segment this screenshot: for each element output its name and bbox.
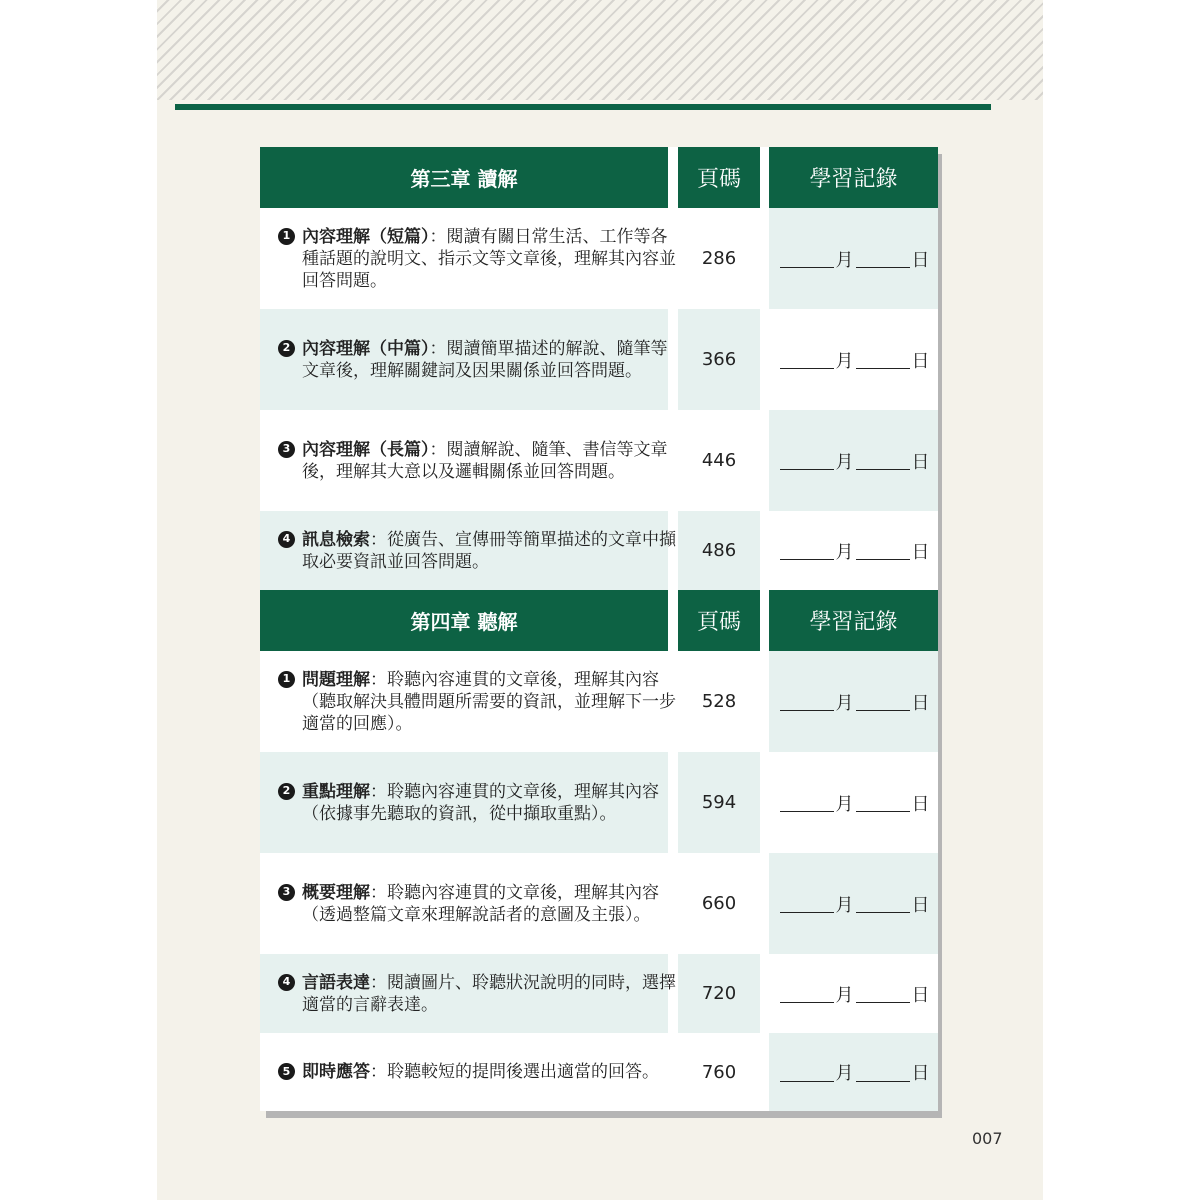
item-description: ：閱讀解說、隨筆、書信等文章後，理解其大意以及邏輯關係並回答問題。 [302, 439, 668, 482]
page-number-cell: 594 [678, 752, 760, 853]
page-column-header: 頁碼 [678, 147, 760, 208]
day-label: 日 [911, 451, 930, 473]
section-title: 第三章 讀解 [260, 147, 668, 208]
month-label: 月 [835, 894, 854, 916]
table-of-contents [260, 147, 938, 1111]
book-page [157, 0, 1043, 1200]
study-record-cell[interactable] [769, 651, 938, 752]
month-blank[interactable] [780, 451, 834, 470]
item-keyword: 訊息檢索 [302, 529, 370, 550]
hatched-header-band [157, 0, 1043, 100]
record-column-header: 學習記錄 [769, 590, 938, 651]
number-badge: 4 [278, 531, 295, 548]
table-row [260, 511, 938, 590]
item-keyword: 內容理解（短篇） [302, 226, 430, 247]
day-blank[interactable] [856, 793, 910, 812]
day-label: 日 [911, 692, 930, 714]
number-badge: 1 [278, 671, 295, 688]
page-number-cell: 446 [701, 450, 737, 471]
page-number-cell: 366 [678, 309, 760, 410]
item-description: ：閱讀有關日常生活、工作等各種話題的說明文、指示文等文章後，理解其內容並回答問題。 [302, 226, 676, 291]
study-record-cell[interactable] [769, 208, 938, 309]
page-number-cell: 486 [678, 511, 760, 590]
description-cell [260, 651, 676, 752]
page-number-cell: 528 [701, 691, 737, 712]
description-cell [260, 954, 676, 1033]
table-row [260, 208, 938, 309]
day-blank[interactable] [856, 541, 910, 560]
item-description: ：聆聽內容連貫的文章後，理解其內容（透過整篇文章來理解說話者的意圖及主張）。 [302, 882, 659, 925]
number-badge: 4 [278, 974, 295, 991]
month-blank[interactable] [780, 692, 834, 711]
month-label: 月 [835, 793, 854, 815]
section-header-reading [260, 147, 938, 208]
day-label: 日 [911, 894, 930, 916]
month-blank[interactable] [780, 793, 834, 812]
header-rule [175, 104, 991, 110]
month-blank[interactable] [780, 894, 834, 913]
item-description: ：閱讀簡單描述的解說、隨筆等文章後，理解關鍵詞及因果關係並回答問題。 [302, 338, 668, 381]
page-number-cell: 660 [701, 893, 737, 914]
page-number-cell: 760 [701, 1061, 737, 1083]
number-badge: 3 [278, 884, 295, 901]
study-record-cell[interactable] [769, 511, 938, 590]
table-row [260, 853, 938, 954]
table-row [260, 954, 938, 1033]
day-blank[interactable] [856, 894, 910, 913]
month-blank[interactable] [780, 1063, 834, 1082]
month-label: 月 [835, 451, 854, 473]
description-cell [260, 853, 668, 954]
day-label: 日 [911, 350, 930, 372]
description-cell [260, 1033, 668, 1111]
item-description: ：聆聽內容連貫的文章後，理解其內容（聽取解決具體問題所需要的資訊，並理解下一步適當的回應）。 [302, 669, 676, 734]
study-record-cell[interactable] [769, 954, 938, 1033]
day-label: 日 [911, 541, 930, 563]
month-blank[interactable] [780, 350, 834, 369]
month-label: 月 [835, 350, 854, 372]
day-blank[interactable] [856, 249, 910, 268]
number-badge: 1 [278, 228, 295, 245]
item-keyword: 概要理解 [302, 882, 370, 903]
page-number-cell: 720 [678, 954, 760, 1033]
day-blank[interactable] [856, 984, 910, 1003]
month-label: 月 [835, 1063, 854, 1084]
item-description: ：閱讀圖片、聆聽狀況說明的同時，選擇適當的言辭表達。 [302, 972, 676, 1015]
page-number-cell: 286 [701, 248, 737, 269]
page-number: 007 [972, 1129, 1003, 1148]
table-row [260, 651, 938, 752]
item-description: ：從廣告、宣傳冊等簡單描述的文章中擷取必要資訊並回答問題。 [302, 529, 676, 572]
month-blank[interactable] [780, 541, 834, 560]
table-row [260, 309, 938, 410]
month-label: 月 [835, 692, 854, 714]
day-blank[interactable] [856, 451, 910, 470]
description-cell [260, 309, 668, 410]
item-keyword: 問題理解 [302, 669, 370, 690]
item-description: ：聆聽較短的提問後選出適當的回答。 [370, 1062, 659, 1082]
month-blank[interactable] [780, 249, 834, 268]
item-description: ：聆聽內容連貫的文章後，理解其內容（依據事先聽取的資訊，從中擷取重點）。 [302, 781, 659, 824]
number-badge: 5 [278, 1063, 295, 1080]
section-title: 第四章 聽解 [260, 590, 668, 651]
table-row [260, 410, 938, 511]
section-header-listening [260, 590, 938, 651]
month-label: 月 [835, 249, 854, 271]
study-record-cell[interactable] [769, 410, 938, 511]
month-blank[interactable] [780, 984, 834, 1003]
description-cell [260, 410, 668, 511]
day-blank[interactable] [856, 350, 910, 369]
description-cell [260, 752, 668, 853]
number-badge: 2 [278, 340, 295, 357]
number-badge: 2 [278, 783, 295, 800]
item-keyword: 內容理解（長篇） [302, 439, 430, 460]
day-blank[interactable] [856, 1063, 910, 1082]
table-row [260, 1033, 938, 1111]
item-keyword: 重點理解 [302, 781, 370, 802]
day-label: 日 [911, 793, 930, 815]
day-label: 日 [911, 249, 930, 271]
table-row [260, 752, 938, 853]
record-column-header: 學習記錄 [769, 147, 938, 208]
study-record-cell[interactable] [769, 309, 938, 410]
page-column-header: 頁碼 [678, 590, 760, 651]
study-record-cell[interactable] [769, 752, 938, 853]
day-label: 日 [911, 984, 930, 1006]
day-blank[interactable] [856, 692, 910, 711]
month-label: 月 [835, 984, 854, 1006]
study-record-cell[interactable] [769, 853, 938, 954]
item-keyword: 內容理解（中篇） [302, 338, 430, 359]
number-badge: 3 [278, 441, 295, 458]
description-cell [260, 511, 676, 590]
item-keyword: 言語表達 [302, 972, 370, 993]
study-record-cell[interactable] [769, 1033, 938, 1111]
day-label: 日 [911, 1063, 930, 1084]
item-keyword: 即時應答 [302, 1062, 370, 1082]
month-label: 月 [835, 541, 854, 563]
description-cell [260, 208, 676, 309]
